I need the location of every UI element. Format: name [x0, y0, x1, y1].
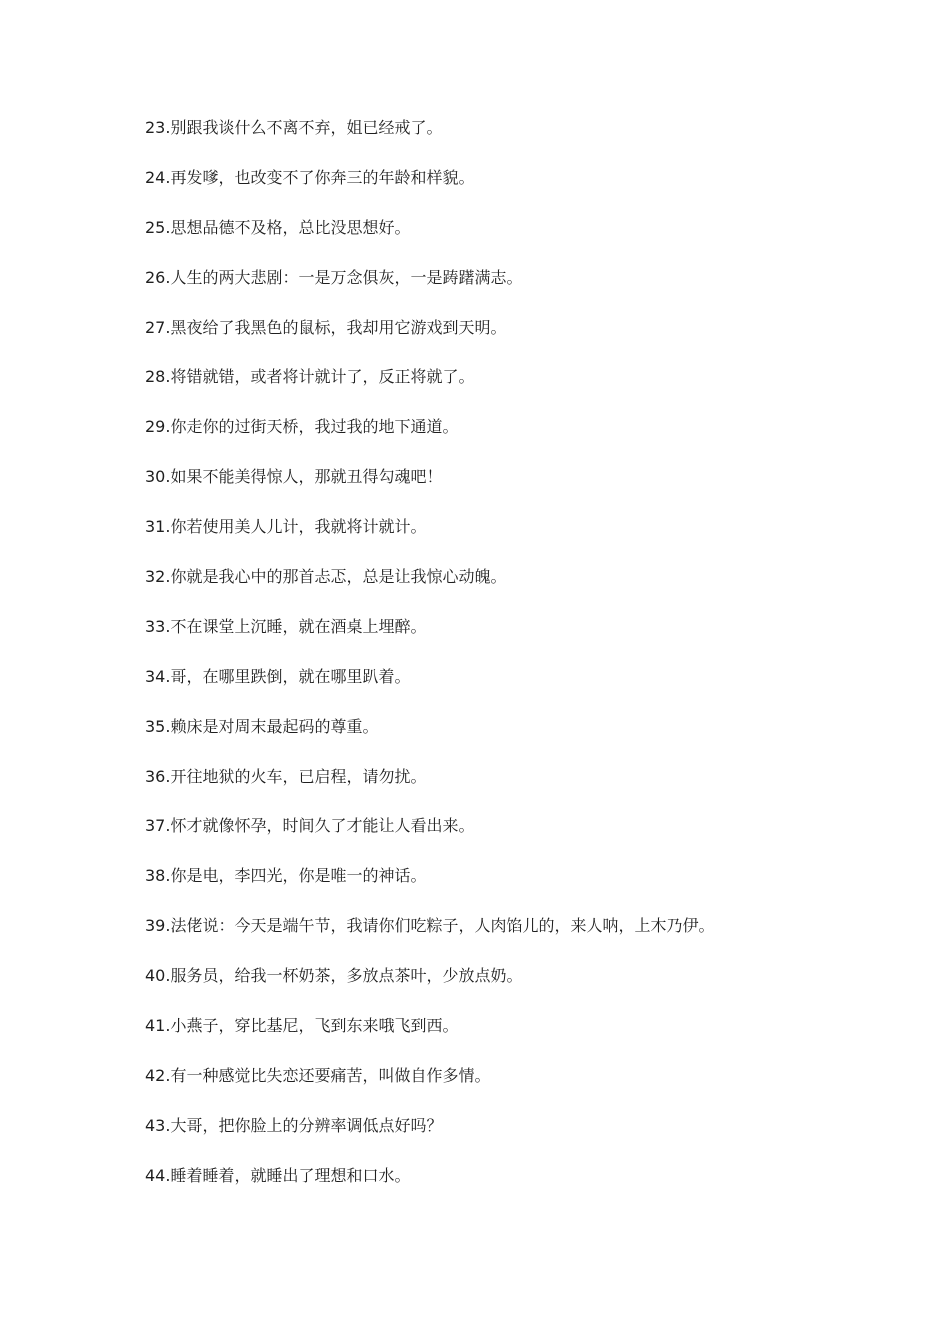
joke-list: [145, 116, 714, 1214]
list-item: 28.将错就错，或者将计就计了，反正将就了。: [145, 367, 475, 387]
list-item: 29.你走你的过街天桥，我过我的地下通道。: [145, 417, 459, 437]
list-item: 41.小燕子，穿比基尼，飞到东来哦飞到西。: [145, 1016, 459, 1036]
list-item: 23.别跟我谈什么不离不弃，姐已经戒了。: [145, 118, 443, 137]
list-item: 40.服务员，给我一杯奶茶，多放点茶叶，少放点奶。: [145, 966, 523, 986]
list-item: 39.法佬说：今天是端午节，我请你们吃粽子，人肉馅儿的，来人呐，上木乃伊。: [145, 916, 715, 936]
list-item: 30.如果不能美得惊人，那就丑得勾魂吧！: [145, 467, 443, 487]
list-item: 38.你是电，李四光，你是唯一的神话。: [145, 866, 427, 886]
list-item: 24.再发嗲，也改变不了你奔三的年龄和样貌。: [145, 167, 475, 187]
list-item: 35.赖床是对周末最起码的尊重。: [145, 716, 379, 736]
list-item: 31.你若使用美人儿计，我就将计就计。: [145, 517, 427, 537]
list-item: 27.黑夜给了我黑色的鼠标，我却用它游戏到天明。: [145, 317, 507, 337]
list-item: 42.有一种感觉比失恋还要痛苦，叫做自作多情。: [145, 1065, 491, 1085]
list-item: 36.开往地狱的火车，已启程，请勿扰。: [145, 766, 427, 786]
list-item: 37.怀才就像怀孕，时间久了才能让人看出来。: [145, 816, 475, 836]
list-item: 25.思想品德不及格，总比没思想好。: [145, 217, 411, 237]
list-item: 34.哥，在哪里跌倒，就在哪里趴着。: [145, 666, 411, 686]
list-item: 32.你就是我心中的那首忐忑，总是让我惊心动魄。: [145, 567, 507, 587]
list-item: 43.大哥，把你脸上的分辨率调低点好吗？: [145, 1115, 443, 1135]
list-item: 26.人生的两大悲剧：一是万念俱灰，一是踌躇满志。: [145, 267, 523, 287]
list-item: 33.不在课堂上沉睡，就在酒桌上埋醉。: [145, 616, 427, 636]
list-item: 44.睡着睡着，就睡出了理想和口水。: [145, 1165, 411, 1185]
